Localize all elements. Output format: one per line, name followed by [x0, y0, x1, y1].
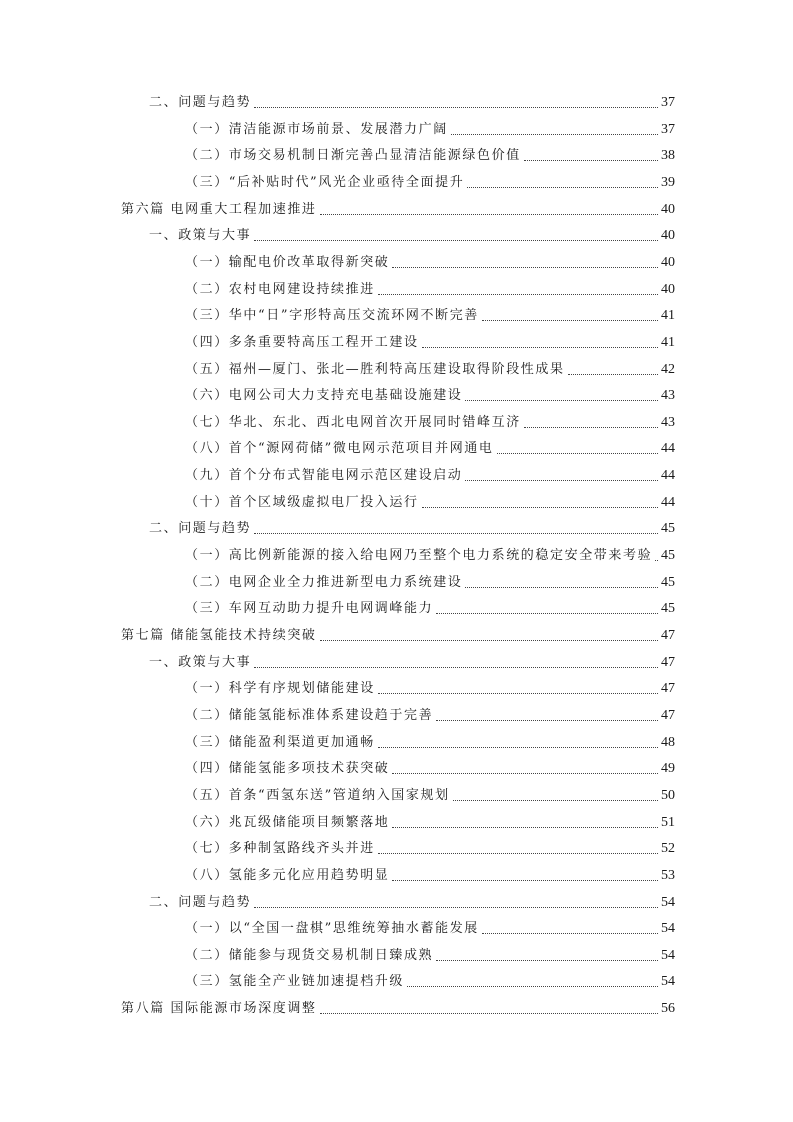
toc-subsection-entry[interactable]	[185, 120, 675, 140]
toc-entry-title: （一）清洁能源市场前景、发展潜力广阔	[185, 121, 448, 137]
toc-section-entry[interactable]	[149, 226, 675, 246]
toc-chapter-entry[interactable]	[121, 626, 675, 646]
toc-dot-leader	[378, 692, 658, 694]
toc-dot-leader	[436, 959, 658, 961]
toc-subsection-entry[interactable]	[185, 253, 675, 273]
toc-dot-leader	[465, 479, 658, 481]
toc-page-number: 48	[661, 734, 675, 750]
toc-subsection-entry[interactable]	[185, 360, 675, 380]
toc-entry-title: （二）农村电网建设持续推进	[185, 281, 375, 297]
toc-entry-title: （二）电网企业全力推进新型电力系统建设	[185, 574, 463, 590]
toc-page-number: 50	[661, 787, 675, 803]
toc-subsection-entry[interactable]	[185, 173, 675, 193]
toc-dot-leader	[467, 186, 658, 188]
toc-dot-leader	[524, 159, 658, 161]
toc-page-number: 45	[661, 601, 675, 617]
toc-page-number: 45	[661, 574, 675, 590]
toc-subsection-entry[interactable]	[185, 280, 675, 300]
toc-subsection-entry[interactable]	[185, 866, 675, 886]
toc-page-number: 40	[661, 281, 675, 297]
toc-dot-leader	[568, 373, 658, 375]
toc-dot-leader	[482, 319, 658, 321]
toc-entry-title: 一、政策与大事	[149, 228, 252, 244]
toc-subsection-entry[interactable]	[185, 493, 675, 513]
toc-entry-title: （二）储能氢能标准体系建设趋于完善	[185, 707, 434, 723]
toc-page-number: 47	[661, 628, 675, 643]
toc-entry-title: （一）以“全国一盘棋”思维统筹抽水蓄能发展	[185, 921, 479, 937]
toc-page-number: 43	[661, 414, 675, 430]
toc-entry-title: （三）车网互动助力提升电网调峰能力	[185, 601, 434, 617]
toc-page-number: 54	[661, 947, 675, 963]
toc-section-entry[interactable]	[149, 893, 675, 913]
toc-dot-leader	[378, 746, 658, 748]
toc-page-number: 44	[661, 468, 675, 484]
toc-section-entry[interactable]	[149, 93, 675, 113]
toc-dot-leader	[320, 1012, 658, 1014]
toc-page-number: 37	[661, 95, 675, 110]
toc-subsection-entry[interactable]	[185, 919, 675, 939]
toc-dot-leader	[453, 799, 658, 801]
toc-page-number: 42	[661, 361, 675, 377]
toc-subsection-entry[interactable]	[185, 306, 675, 326]
toc-dot-leader	[254, 906, 658, 908]
toc-entry-title: （十）首个区域级虚拟电厂投入运行	[185, 494, 419, 510]
toc-entry-title: 第七篇 储能氢能技术持续突破	[121, 628, 317, 643]
toc-entry-title: （九）首个分布式智能电网示范区建设启动	[185, 468, 463, 484]
toc-dot-leader	[320, 213, 658, 215]
toc-entry-title: （三）氢能全产业链加速提档升级	[185, 974, 405, 990]
toc-page-number: 47	[661, 654, 675, 670]
toc-entry-title: （八）首个“源网荷储”微电网示范项目并网通电	[185, 441, 494, 457]
toc-subsection-entry[interactable]	[185, 439, 675, 459]
toc-page-number: 54	[661, 921, 675, 937]
toc-entry-title: （五）首条“西氢东送”管道纳入国家规划	[185, 787, 450, 803]
toc-dot-leader	[254, 106, 658, 108]
toc-entry-title: （二）市场交易机制日渐完善凸显清洁能源绿色价值	[185, 148, 521, 164]
toc-subsection-entry[interactable]	[185, 706, 675, 726]
toc-dot-leader	[451, 133, 658, 135]
toc-entry-title: （一）输配电价改革取得新突破	[185, 254, 390, 270]
toc-page-number: 51	[661, 814, 675, 830]
toc-subsection-entry[interactable]	[185, 546, 675, 566]
toc-page-number: 38	[661, 148, 675, 164]
toc-entry-title: （五）福州—厦门、张北—胜利特高压建设取得阶段性成果	[185, 361, 565, 377]
toc-page-number: 56	[661, 1001, 675, 1017]
toc-page-number: 45	[661, 521, 675, 537]
toc-page-number: 54	[661, 974, 675, 990]
toc-page-number: 41	[661, 334, 675, 350]
toc-dot-leader	[320, 639, 658, 641]
toc-entry-title: （三）储能盈利渠道更加通畅	[185, 734, 375, 750]
toc-entry-title: 第八篇 国际能源市场深度调整	[121, 1001, 317, 1017]
toc-subsection-entry[interactable]	[185, 813, 675, 833]
toc-dot-leader	[392, 772, 658, 774]
toc-entry-title: 第六篇 电网重大工程加速推进	[121, 201, 317, 217]
toc-entry-title: （四）储能氢能多项技术获突破	[185, 761, 390, 777]
toc-entry-title: （六）电网公司大力支持充电基础设施建设	[185, 388, 463, 404]
toc-entry-title: （六）兆瓦级储能项目频繁落地	[185, 814, 390, 830]
toc-subsection-entry[interactable]	[185, 333, 675, 353]
toc-subsection-entry[interactable]	[185, 466, 675, 486]
toc-page-number: 41	[661, 308, 675, 324]
toc-subsection-entry[interactable]	[185, 733, 675, 753]
toc-page-number: 40	[661, 201, 675, 217]
toc-page-number: 44	[661, 441, 675, 457]
toc-chapter-entry[interactable]	[121, 999, 675, 1019]
toc-subsection-entry[interactable]	[185, 839, 675, 859]
toc-page-number: 52	[661, 841, 675, 857]
toc-page-number: 40	[661, 254, 675, 270]
toc-subsection-entry[interactable]	[185, 573, 675, 593]
toc-subsection-entry[interactable]	[185, 679, 675, 699]
toc-dot-leader	[378, 852, 658, 854]
toc-dot-leader	[254, 532, 658, 534]
toc-page-number: 45	[661, 548, 675, 564]
toc-page-number: 37	[661, 121, 675, 137]
toc-entry-title: （七）华北、东北、西北电网首次开展同时错峰互济	[185, 414, 521, 430]
toc-dot-leader	[392, 266, 658, 268]
toc-section-entry[interactable]	[149, 653, 675, 673]
toc-subsection-entry[interactable]	[185, 413, 675, 433]
toc-dot-leader	[482, 932, 658, 934]
toc-page-number: 47	[661, 707, 675, 723]
toc-dot-leader	[436, 612, 658, 614]
toc-page-number: 40	[661, 228, 675, 244]
toc-subsection-entry[interactable]	[185, 972, 675, 992]
toc-entry-title: （三）华中“日”字形特高压交流环网不断完善	[185, 308, 479, 324]
toc-page-number: 43	[661, 388, 675, 404]
toc-entry-title: 二、问题与趋势	[149, 521, 252, 537]
toc-entry-title: 二、问题与趋势	[149, 894, 252, 910]
toc-entry-title: （一）科学有序规划储能建设	[185, 681, 375, 697]
toc-subsection-entry[interactable]	[185, 759, 675, 779]
toc-entry-title: （七）多种制氢路线齐头并进	[185, 841, 375, 857]
toc-dot-leader	[254, 239, 658, 241]
toc-dot-leader	[422, 346, 658, 348]
toc-subsection-entry[interactable]	[185, 786, 675, 806]
toc-page-number: 44	[661, 494, 675, 510]
toc-dot-leader	[254, 666, 658, 668]
toc-dot-leader	[465, 586, 658, 588]
toc-dot-leader	[655, 559, 658, 561]
toc-entry-title: （二）储能参与现货交易机制日臻成熟	[185, 947, 434, 963]
toc-page-number: 47	[661, 681, 675, 697]
toc-dot-leader	[422, 506, 658, 508]
toc-entry-title: （三）“后补贴时代”风光企业亟待全面提升	[185, 174, 465, 190]
toc-entry-title: （八）氢能多元化应用趋势明显	[185, 867, 390, 883]
toc-entry-title: （一）高比例新能源的接入给电网乃至整个电力系统的稳定安全带来考验	[185, 548, 653, 564]
toc-page-number: 53	[661, 867, 675, 883]
toc-page-number: 39	[661, 174, 675, 190]
toc-section-entry[interactable]	[149, 519, 675, 539]
toc-dot-leader	[524, 426, 658, 428]
toc-dot-leader	[378, 293, 658, 295]
toc-entry-title: （四）多条重要特高压工程开工建设	[185, 334, 419, 350]
toc-dot-leader	[465, 399, 658, 401]
toc-subsection-entry[interactable]	[185, 386, 675, 406]
toc-page-number: 54	[661, 894, 675, 910]
toc-dot-leader	[392, 879, 658, 881]
toc-dot-leader	[436, 719, 658, 721]
toc-subsection-entry[interactable]	[185, 146, 675, 166]
toc-dot-leader	[407, 985, 658, 987]
toc-subsection-entry[interactable]	[185, 599, 675, 619]
toc-entry-title: 二、问题与趋势	[149, 95, 252, 110]
toc-dot-leader	[392, 826, 658, 828]
toc-page-number: 49	[661, 761, 675, 777]
toc-entry-title: 一、政策与大事	[149, 654, 252, 670]
toc-dot-leader	[497, 452, 659, 454]
toc-chapter-entry[interactable]	[121, 200, 675, 220]
toc-subsection-entry[interactable]	[185, 946, 675, 966]
